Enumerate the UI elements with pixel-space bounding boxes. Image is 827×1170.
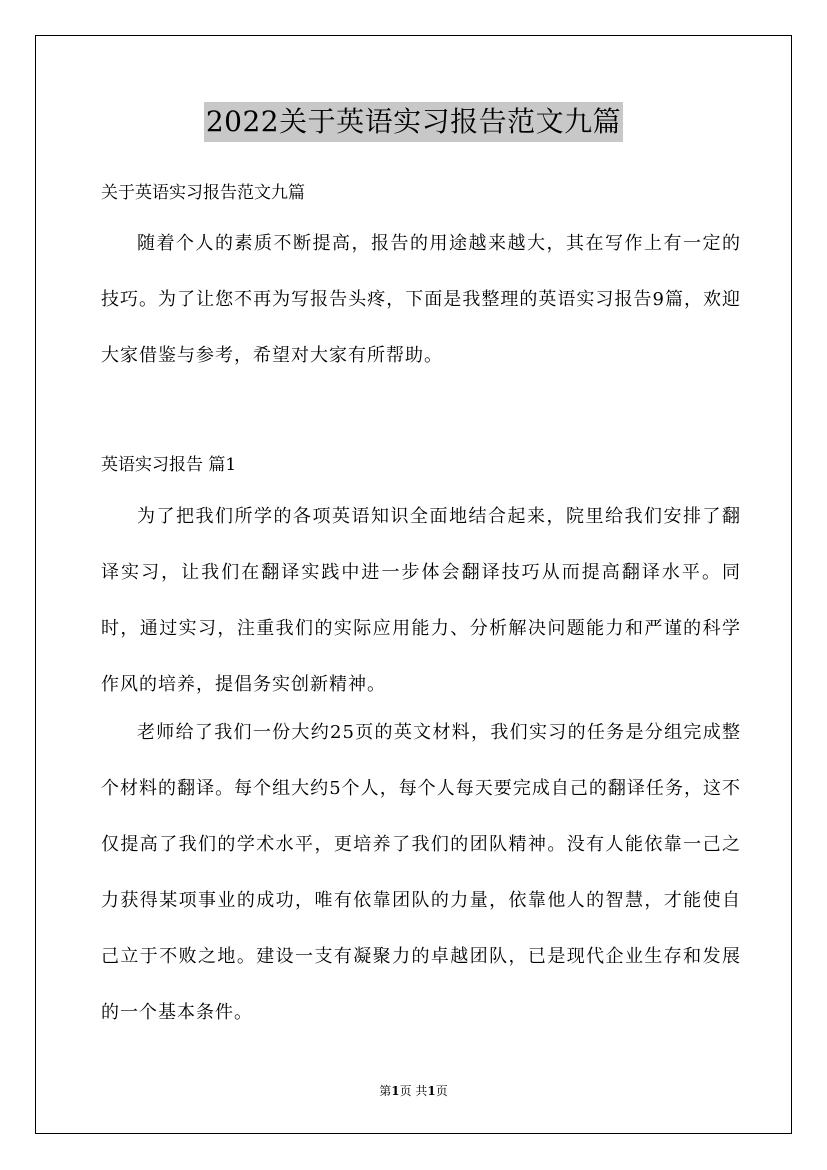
page-footer: [0, 1083, 827, 1099]
footer-middle: 页 共: [399, 1084, 428, 1098]
body-paragraph-2: 老师给了我们一份大约25页的英文材料，我们实习的任务是分组完成整个材料的翻译。每个组大约5个人，每个人每天要完成自己的翻译任务，这不仅提高了我们的学术水平，更培养了我们的团队精神。没有人能依靠一己之力获得某项事业的成功，唯有依靠团队的力量，依靠他人的智慧，才能使自己立于不败之地。建设一支有凝聚力的卓越团队，已是现代企业生存和发展的一个基本条件。: [101, 722, 741, 1023]
title-container: [0, 102, 827, 142]
intro-paragraph: 随着个人的素质不断提高，报告的用途越来越大，其在写作上有一定的技巧。为了让您不再为写报告头疼，下面是我整理的英语实习报告9篇，欢迎大家借鉴与参考，希望对大家有所帮助。: [101, 233, 741, 366]
body-paragraph-1: 为了把我们所学的各项英语知识全面地结合起来，院里给我们安排了翻译实习，让我们在翻译实践中进一步体会翻译技巧从而提高翻译水平。同时，通过实习，注重我们的实际应用能力、分析解决问题能力和严谨的科学作风的培养，提倡务实创新精神。: [101, 506, 741, 695]
footer-suffix: 页: [435, 1084, 448, 1098]
footer-total-pages: 1: [427, 1084, 436, 1098]
footer-page-number: 1: [391, 1084, 400, 1098]
footer-prefix: 第: [379, 1084, 392, 1098]
document-title: 2022关于英语实习报告范文九篇: [204, 102, 623, 142]
section-heading: 英语实习报告 篇1: [101, 455, 237, 475]
document-subtitle: 关于英语实习报告范文九篇: [101, 183, 305, 203]
